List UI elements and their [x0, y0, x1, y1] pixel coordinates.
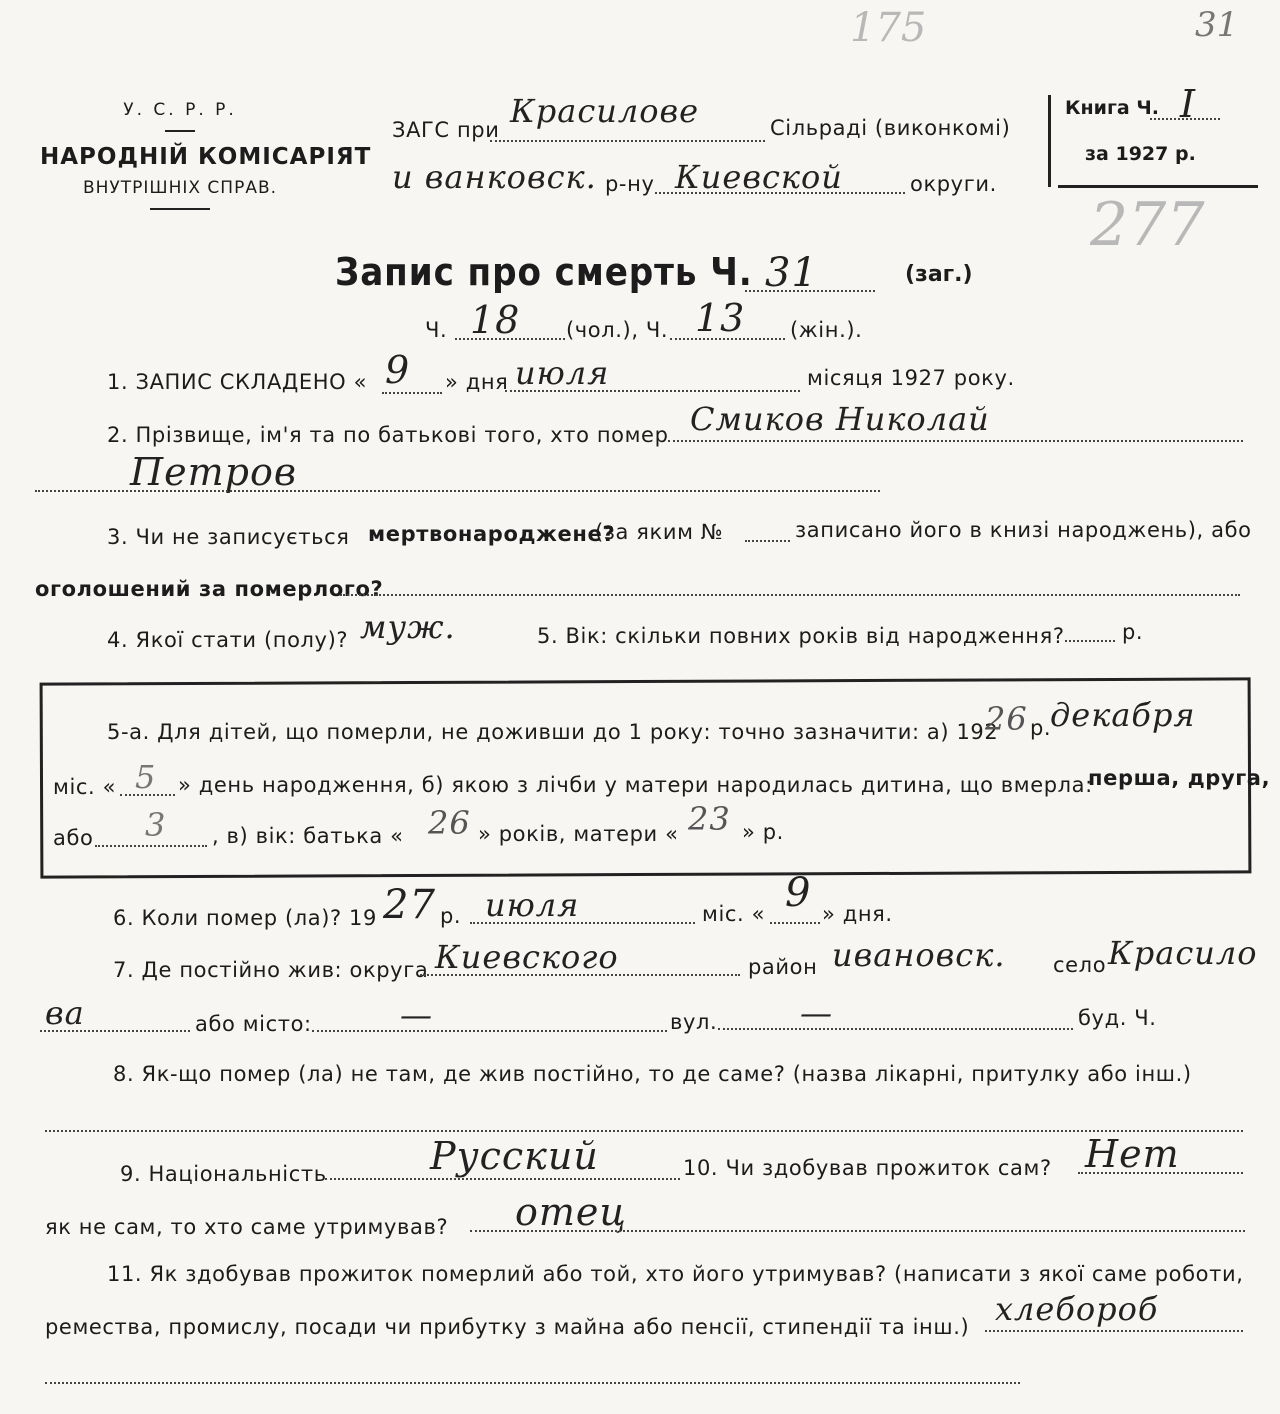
q7-misto-label: або місто: — [195, 1012, 312, 1036]
record-number: 31 — [765, 250, 818, 296]
pencil-mark-top: 175 — [850, 5, 927, 51]
q11-value: хлебороб — [995, 1290, 1159, 1328]
dotted-line — [420, 974, 740, 976]
q6-year: 27 — [383, 882, 436, 928]
year-label: за 1927 р. — [1085, 143, 1196, 165]
dotted-line — [470, 922, 695, 924]
q5-label: 5. Вік: скільки повних років від народження? — [537, 624, 1065, 648]
dotted-line — [45, 1130, 1243, 1132]
q1-prefix: 1. ЗАПИС СКЛАДЕНО « — [107, 370, 368, 394]
q6-r: р. — [440, 904, 462, 928]
q1-month: июля — [515, 354, 610, 392]
q7-okruha: Киевского — [435, 938, 619, 976]
q9-label: 9. Національність — [120, 1162, 327, 1186]
book-box-border — [1048, 95, 1051, 187]
q5a-order: 3 — [145, 806, 167, 844]
q7-selo-2: ва — [45, 994, 85, 1032]
q5a-line3-c: » років, матери « — [478, 822, 679, 846]
q5a-day: 5 — [135, 758, 157, 796]
q5a-line2-a: міс. « — [53, 775, 117, 799]
q5a-mother-age: 23 — [688, 800, 731, 838]
dotted-line — [745, 290, 875, 292]
q5a-year-suffix: р. — [1030, 716, 1052, 740]
header-left — [40, 100, 372, 220]
q7-raion: ивановск. — [832, 936, 1006, 974]
q5a-month: декабря — [1050, 696, 1196, 734]
q7-label: 7. Де постійно жив: округа — [113, 958, 429, 982]
pencil-mark-corner: 31 — [1195, 5, 1239, 45]
q5a-line1: 5-а. Для дітей, що померли, не доживши до 1 року: точно зазначити: а) 192 — [107, 720, 999, 744]
q1-suffix: місяця 1927 року. — [807, 366, 1015, 390]
dotted-line — [95, 845, 207, 847]
page-title: Запис про смерть Ч. — [335, 250, 753, 294]
dotted-line — [382, 392, 442, 394]
female-number: 13 — [695, 296, 746, 340]
dotted-line — [340, 594, 1240, 596]
q10b-label: як не сам, то хто саме утримував? — [45, 1215, 449, 1239]
dotted-line — [455, 338, 565, 340]
q5a-line3-a: або — [53, 826, 94, 850]
dotted-line — [45, 1382, 1020, 1384]
q7-vul-label: вул. — [670, 1010, 718, 1034]
q5a-year: 26 — [985, 700, 1028, 738]
q10-value: Нет — [1085, 1132, 1180, 1176]
title-suffix: (заг.) — [905, 262, 973, 287]
q9-value: Русский — [430, 1134, 599, 1178]
q3-label-b: мертвонароджене? — [368, 522, 616, 546]
q5-suffix: р. — [1122, 620, 1144, 644]
q2-label: 2. Прізвище, ім'я та по батькові того, хто помер — [107, 423, 669, 447]
q4-label: 4. Якої стати (полу)? — [107, 628, 349, 652]
dotted-line — [668, 440, 1243, 442]
q11-label-2: ремества, промислу, посади чи прибутку з майна або пенсії, стипендії та інш.) — [45, 1315, 970, 1339]
department-label: ВНУТРІШНІХ СПРАВ. — [82, 178, 278, 198]
q6-day: 9 — [785, 870, 812, 916]
dotted-line — [505, 390, 800, 392]
dotted-line — [745, 540, 790, 542]
dotted-line — [470, 1230, 1245, 1232]
q1-day: 9 — [385, 348, 411, 392]
q1-mid: » дня — [445, 370, 509, 394]
q6-mis: міс. « — [702, 902, 766, 926]
q6-month: июля — [485, 886, 580, 924]
male-prefix: Ч. — [425, 318, 448, 342]
q3-label-d: записано його в книзі народжень), або — [795, 518, 1252, 542]
q7-selo: Красило — [1108, 934, 1258, 972]
dotted-line — [1078, 1172, 1243, 1174]
q11-label: 11. Як здобував прожиток померлий або той, хто його утримував? (написати з якої саме роботи, — [107, 1262, 1244, 1286]
dotted-line — [718, 1028, 1073, 1030]
commissariat-label: НАРОДНІЙ КОМІСАРІЯТ — [40, 144, 372, 170]
dotted-line — [1150, 118, 1220, 120]
q5a-line2-c: перша, друга, — [1088, 766, 1271, 790]
q2-value-2: Петров — [130, 450, 297, 494]
q3-label-e: оголошений за померлого? — [35, 577, 384, 601]
q5a-line2-b: » день народження, б) якою з лічби у матери народилась дитина, що вмерла: — [178, 773, 1093, 797]
dotted-line — [770, 922, 820, 924]
okruha-value: Киевской — [675, 158, 843, 196]
q7-selo-label: село — [1053, 953, 1107, 977]
country-label: У. С. Р. Р. — [123, 100, 237, 120]
district-value: и ванковск. — [392, 158, 597, 196]
male-label: (чол.), Ч. — [566, 318, 669, 342]
q3-label-c: (за яким № — [595, 520, 724, 544]
dotted-line — [35, 490, 880, 492]
q7-misto-value: — — [400, 996, 433, 1034]
q4-value: муж. — [360, 608, 456, 646]
zags-prefix: ЗАГС при — [392, 118, 500, 142]
zags-value: Красилове — [510, 92, 700, 130]
q10b-value: отец — [515, 1190, 627, 1234]
dotted-line — [985, 1330, 1243, 1332]
book-box-border — [1058, 185, 1258, 188]
q2-value: Смиков Николай — [690, 400, 990, 438]
council-label: Сільраді (виконкомі) — [770, 116, 1011, 140]
book-value: I — [1180, 82, 1197, 126]
dotted-line — [1065, 640, 1115, 642]
female-label: (жін.). — [790, 318, 863, 342]
q8-label: 8. Як-що помер (ла) не там, де жив постійно, то де саме? (назва лікарні, притулку або інш.) — [113, 1062, 1192, 1086]
q7-bud-label: буд. Ч. — [1078, 1006, 1157, 1030]
q6-label: 6. Коли помер (ла)? 19 — [113, 906, 377, 930]
q3-label-a: 3. Чи не записується — [107, 525, 350, 549]
q5a-line3-b: , в) вік: батька « — [212, 824, 404, 848]
male-number: 18 — [470, 298, 521, 342]
q7-vul-value: — — [800, 994, 833, 1032]
q5a-father-age: 26 — [428, 804, 471, 842]
q10-label: 10. Чи здобував прожиток сам? — [683, 1156, 1052, 1180]
q7-raion-label: район — [748, 955, 818, 979]
okruha-label: округи. — [910, 172, 997, 196]
q6-suffix: » дня. — [822, 902, 893, 926]
dotted-line — [40, 1030, 190, 1032]
pencil-mark-number: 277 — [1090, 190, 1205, 260]
dotted-line — [655, 192, 905, 194]
book-label: Книга Ч. — [1065, 97, 1159, 119]
divider — [150, 208, 210, 210]
dotted-line — [312, 1030, 667, 1032]
dotted-line — [670, 338, 785, 340]
dotted-line — [490, 140, 765, 142]
divider — [165, 130, 195, 132]
q5a-line3-d: » р. — [742, 820, 784, 844]
dotted-line — [325, 1178, 680, 1180]
dotted-line — [120, 794, 175, 796]
district-label: р-ну — [605, 172, 655, 196]
